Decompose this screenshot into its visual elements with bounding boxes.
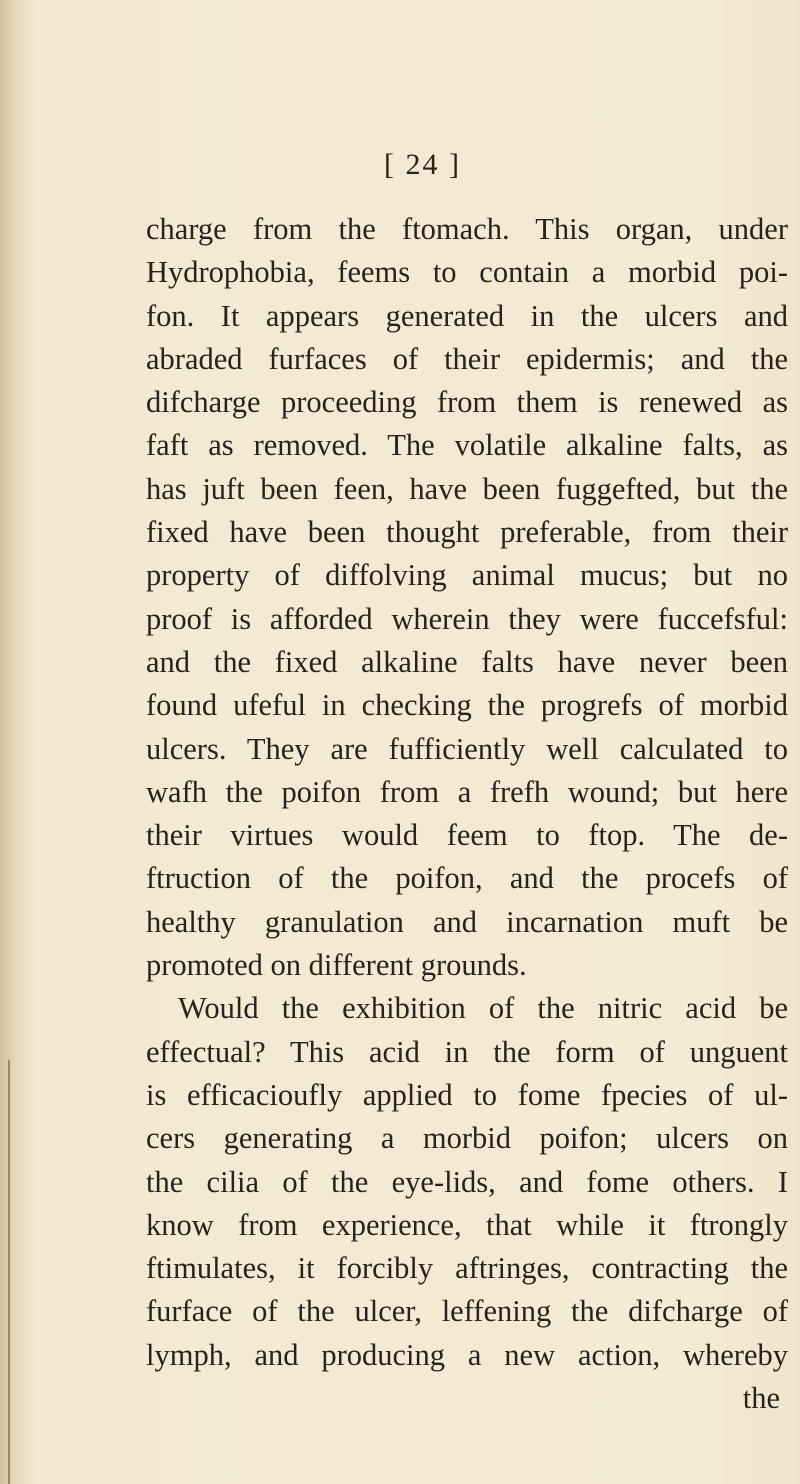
text-line: fixed have been thought preferable, from their: [146, 515, 788, 550]
text-line: lymph, and producing a new action, whereby: [146, 1337, 788, 1372]
body-text: [146, 208, 788, 1420]
text-line: cers generating a morbid poifon; ulcers on: [146, 1121, 788, 1156]
text-line: their virtues would feem to ftop. The de-: [146, 818, 788, 853]
catchword: the: [742, 1381, 780, 1416]
text-line: Hydrophobia, feems to contain a morbid poi-: [146, 255, 788, 290]
text-line: charge from the ftomach. This organ, under: [146, 212, 788, 246]
text-line: furface of the ulcer, leffening the difcharge of: [146, 1294, 788, 1329]
text-line: difcharge proceeding from them is renewed as: [146, 385, 788, 420]
text-line: abraded furfaces of their epidermis; and the: [146, 341, 788, 376]
text-line: ftimulates, it forcibly aftringes, contracting the: [146, 1251, 788, 1286]
text-line: and the fixed alkaline falts have never been: [146, 644, 788, 679]
text-line: wafh the poifon from a frefh wound; but here: [146, 774, 788, 809]
text-line: fon. It appears generated in the ulcers and: [146, 298, 788, 333]
text-line-paragraph-end: promoted on different grounds.: [146, 948, 527, 983]
text-line: proof is afforded wherein they were fuccefsful:: [146, 601, 788, 636]
text-line: faft as removed. The volatile alkaline falts, as: [146, 428, 788, 463]
text-line: ulcers. They are fufficiently well calculated to: [146, 731, 788, 766]
text-line: has juft been feen, have been fuggefted, but the: [146, 471, 788, 506]
text-line: effectual? This acid in the form of unguent: [146, 1034, 788, 1069]
text-line: the cilia of the eye-lids, and fome others. I: [146, 1164, 788, 1199]
binding-edge: [8, 1060, 10, 1484]
text-line: know from experience, that while it ftrongly: [146, 1207, 788, 1242]
text-line: property of diffolving animal mucus; but no: [146, 558, 788, 593]
text-line: is efficacioufly applied to fome fpecies of ul-: [146, 1077, 788, 1112]
page-gutter: [0, 0, 30, 1484]
page-number-header: [ 24 ]: [384, 148, 461, 181]
text-line: found ufeful in checking the progrefs of morbid: [146, 688, 788, 723]
text-line: healthy granulation and incarnation muft be: [146, 904, 788, 939]
text-line: ftruction of the poifon, and the procefs of: [146, 861, 788, 896]
text-line-paragraph-start: Would the exhibition of the nitric acid be: [178, 991, 788, 1026]
